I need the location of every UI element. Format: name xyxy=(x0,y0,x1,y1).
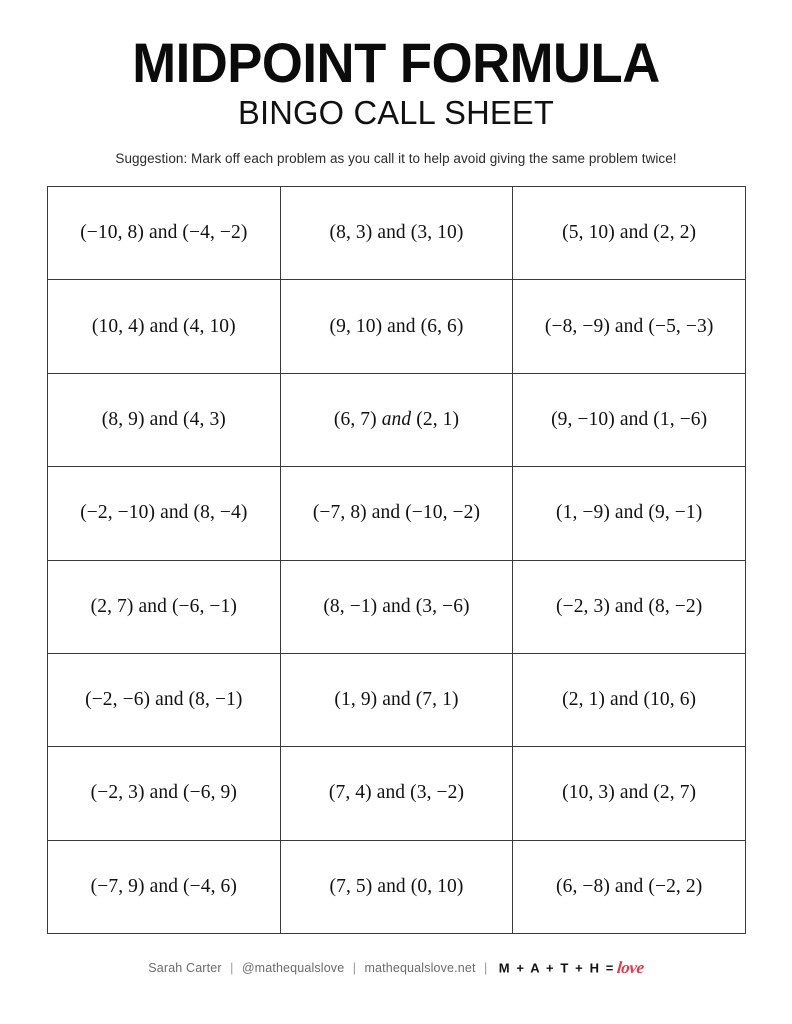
call-cell[interactable] xyxy=(513,373,746,466)
call-cell[interactable] xyxy=(48,187,281,280)
call-cell[interactable] xyxy=(513,840,746,933)
conjunction-word: and xyxy=(376,782,406,804)
coordinate-pair-problem xyxy=(85,689,242,710)
conjunction-word: and xyxy=(160,502,189,524)
point-right: (3, −2) xyxy=(410,782,465,804)
page-subtitle: BINGO CALL SHEET xyxy=(237,94,555,131)
conjunction-word: and xyxy=(381,408,412,430)
point-left: (−7, 8) xyxy=(312,502,367,524)
page-footer xyxy=(0,958,792,978)
coordinate-pair-problem xyxy=(330,316,464,337)
point-left: (−2, −10) xyxy=(80,502,156,524)
point-right: (0, 10) xyxy=(410,875,464,897)
point-right: (3, −6) xyxy=(415,595,470,617)
page-header xyxy=(0,0,792,168)
call-cell[interactable] xyxy=(513,560,746,653)
point-left: (7, 4) xyxy=(328,782,372,804)
table-row xyxy=(48,840,746,933)
point-left: (2, 7) xyxy=(90,595,134,617)
call-sheet-table xyxy=(47,186,746,934)
point-left: (−2, 3) xyxy=(90,782,145,804)
conjunction-word: and xyxy=(387,315,416,337)
point-right: (−4, 6) xyxy=(183,875,237,897)
call-cell[interactable] xyxy=(48,280,281,373)
conjunction-word: and xyxy=(614,595,644,617)
conjunction-word: and xyxy=(619,782,649,804)
point-right: (−2, 2) xyxy=(648,875,703,897)
conjunction-word: and xyxy=(610,689,639,711)
point-right: (4, 3) xyxy=(183,408,226,430)
footer-separator-3: | xyxy=(484,961,488,975)
coordinate-pair-problem xyxy=(556,502,702,523)
call-cell[interactable] xyxy=(513,467,746,560)
conjunction-word: and xyxy=(149,875,179,897)
coordinate-pair-problem xyxy=(313,502,480,523)
call-cell[interactable] xyxy=(48,840,281,933)
point-right: (−10, −2) xyxy=(405,502,481,524)
table-row xyxy=(48,373,746,466)
coordinate-pair-problem xyxy=(562,782,696,803)
point-left: (1, −9) xyxy=(556,502,610,524)
point-right: (2, 1) xyxy=(416,408,460,430)
call-cell[interactable] xyxy=(48,653,281,746)
coordinate-pair-problem xyxy=(80,222,247,243)
point-right: (6, 6) xyxy=(420,315,464,337)
call-cell[interactable] xyxy=(48,747,281,840)
point-left: (5, 10) xyxy=(562,222,615,244)
conjunction-word: and xyxy=(155,689,184,711)
point-left: (7, 5) xyxy=(329,875,373,897)
coordinate-pair-problem xyxy=(562,222,696,243)
point-left: (10, 3) xyxy=(562,782,615,804)
point-left: (9, −10) xyxy=(551,408,615,430)
coordinate-pair-problem xyxy=(334,689,458,710)
coordinate-pair-problem xyxy=(91,596,237,617)
point-left: (−2, 3) xyxy=(556,595,610,617)
footer-separator-1: | xyxy=(230,961,234,975)
page-title: MIDPOINT FORMULA xyxy=(132,31,660,94)
conjunction-word: and xyxy=(371,502,401,524)
point-right: (7, 1) xyxy=(415,689,459,711)
call-cell[interactable] xyxy=(280,653,513,746)
call-cell[interactable] xyxy=(48,560,281,653)
call-sheet-body xyxy=(48,187,746,934)
footer-handle: @mathequalslove xyxy=(241,961,345,975)
point-left: (1, 9) xyxy=(334,689,378,711)
point-left: (2, 1) xyxy=(562,689,606,711)
footer-author: Sarah Carter xyxy=(148,961,222,975)
point-right: (−4, −2) xyxy=(182,222,248,244)
conjunction-word: and xyxy=(149,408,179,430)
conjunction-word: and xyxy=(614,315,644,337)
conjunction-word: and xyxy=(148,222,178,244)
point-right: (8, −2) xyxy=(648,595,703,617)
table-row xyxy=(48,747,746,840)
point-left: (−7, 9) xyxy=(90,875,145,897)
coordinate-pair-problem xyxy=(334,409,459,430)
point-right: (3, 10) xyxy=(410,222,464,244)
math-equals-love-logo xyxy=(499,958,644,978)
coordinate-pair-problem xyxy=(91,876,237,897)
point-right: (10, 6) xyxy=(643,689,697,711)
point-left: (−8, −9) xyxy=(544,315,610,337)
point-left: (9, 10) xyxy=(329,315,383,337)
footer-separator-2: | xyxy=(352,961,357,975)
coordinate-pair-problem xyxy=(330,876,464,897)
point-left: (8, 3) xyxy=(329,222,373,244)
point-right: (4, 10) xyxy=(183,315,236,337)
table-row xyxy=(48,560,746,653)
call-cell[interactable] xyxy=(48,373,281,466)
point-left: (8, 9) xyxy=(101,408,145,430)
conjunction-word: and xyxy=(382,689,411,711)
call-cell[interactable] xyxy=(48,467,281,560)
conjunction-word: and xyxy=(138,595,167,617)
point-right: (2, 7) xyxy=(653,782,697,804)
point-right: (−6, −1) xyxy=(171,595,237,617)
footer-website: mathequalslove.net xyxy=(364,961,476,975)
call-cell[interactable] xyxy=(280,373,513,466)
conjunction-word: and xyxy=(619,408,649,430)
conjunction-word: and xyxy=(149,315,179,337)
call-cell[interactable] xyxy=(280,467,513,560)
conjunction-word: and xyxy=(149,782,179,804)
conjunction-word: and xyxy=(614,875,644,897)
logo-love-word: love xyxy=(616,958,645,977)
call-cell[interactable] xyxy=(280,747,513,840)
coordinate-pair-problem xyxy=(92,316,236,337)
table-row xyxy=(48,467,746,560)
point-right: (−5, −3) xyxy=(648,315,714,337)
coordinate-pair-problem xyxy=(551,409,707,430)
coordinate-pair-problem xyxy=(556,876,702,897)
conjunction-word: and xyxy=(614,502,644,524)
call-sheet-container xyxy=(47,186,746,933)
call-cell[interactable] xyxy=(513,747,746,840)
point-right: (−6, 9) xyxy=(183,782,237,804)
point-left: (−10, 8) xyxy=(80,222,144,244)
coordinate-pair-problem xyxy=(330,222,464,243)
point-right: (8, −1) xyxy=(188,689,243,711)
point-left: (8, −1) xyxy=(323,595,378,617)
call-cell[interactable] xyxy=(280,840,513,933)
coordinate-pair-problem xyxy=(323,596,469,617)
table-row xyxy=(48,280,746,373)
point-left: (6, 7) xyxy=(333,408,377,430)
table-row xyxy=(48,187,746,280)
suggestion-text: Suggestion: Mark off each problem as you call it to help avoid giving the same problem twice! xyxy=(115,151,677,166)
point-right: (8, −4) xyxy=(193,502,248,524)
point-right: (1, −6) xyxy=(653,408,708,430)
point-left: (10, 4) xyxy=(91,315,145,337)
coordinate-pair-problem xyxy=(545,316,714,337)
point-right: (2, 2) xyxy=(653,222,697,244)
point-left: (6, −8) xyxy=(556,875,610,897)
call-cell[interactable] xyxy=(513,280,746,373)
coordinate-pair-problem xyxy=(91,782,237,803)
coordinate-pair-problem xyxy=(80,502,247,523)
call-cell[interactable] xyxy=(513,187,746,280)
call-cell[interactable] xyxy=(280,560,513,653)
conjunction-word: and xyxy=(382,595,411,617)
conjunction-word: and xyxy=(377,875,406,897)
point-right: (9, −1) xyxy=(648,502,703,524)
coordinate-pair-problem xyxy=(102,409,226,430)
call-cell[interactable] xyxy=(513,653,746,746)
conjunction-word: and xyxy=(619,222,649,244)
call-cell[interactable] xyxy=(280,187,513,280)
point-left: (−2, −6) xyxy=(85,689,151,711)
logo-equation: M + A + T + H = xyxy=(498,960,615,976)
coordinate-pair-problem xyxy=(556,596,702,617)
conjunction-word: and xyxy=(377,222,406,244)
coordinate-pair-problem xyxy=(329,782,464,803)
coordinate-pair-problem xyxy=(562,689,696,710)
call-cell[interactable] xyxy=(280,280,513,373)
table-row xyxy=(48,653,746,746)
